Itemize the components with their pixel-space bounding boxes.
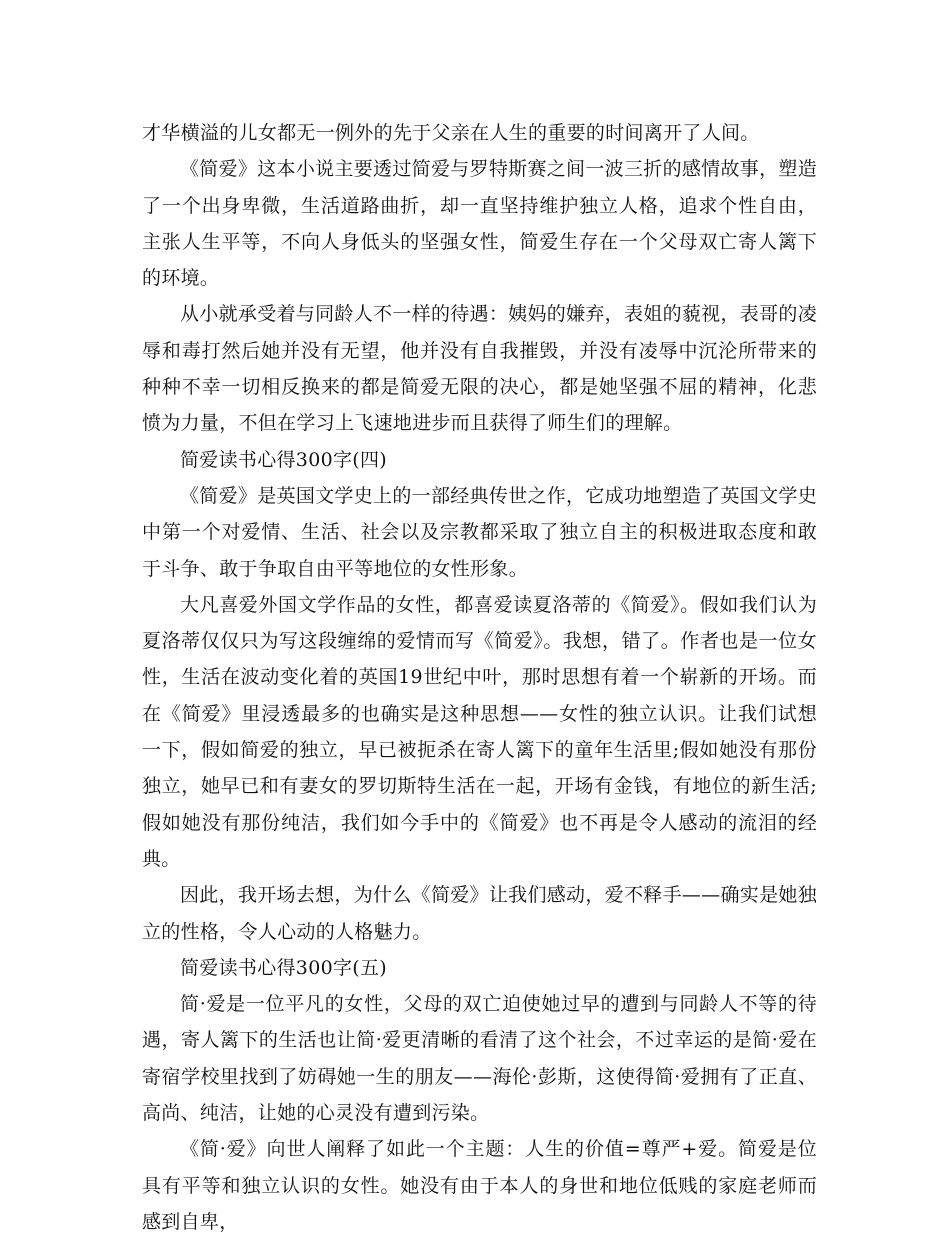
paragraph: 从小就承受着与同龄人不一样的待遇：姨妈的嫌弃，表姐的藐视，表哥的凌辱和毒打然后她并没有无望，他并没有自我摧毁，并没有凌辱中沉沦所带来的种种不幸一切相反换来的都是简爱无限的决心，都是她坚强不屈的精神，化悲愤为力量，不但在学习上飞速地进步而且获得了师生们的理解。: [142, 303, 817, 435]
section-heading: 简爱读书心得300字(四): [180, 448, 387, 471]
paragraph-continuation: 才华横溢的儿女都无一例外的先于父亲在人生的重要的时间离开了人间。: [142, 122, 760, 144]
paragraph: 《简爱》是英国文学史上的一部经典传世之作，它成功地塑造了英国文学史中第一个对爱情、生活、社会以及宗教都采取了独立自主的积极进取态度和敢于斗争、敢于争取自由平等地位的女性形象。: [142, 484, 817, 580]
paragraph: 《简爱》这本小说主要透过简爱与罗特斯赛之间一波三折的感情故事，塑造了一个出身卑微，生活道路曲折，却一直坚持维护独立人格，追求个性自由，主张人生平等，不向人身低头的坚强女性，简爱生存在一个父母双亡寄人篱下的环境。: [142, 158, 817, 290]
document-body: [142, 115, 817, 1240]
paragraph: 《简·爱》向世人阐释了如此一个主题：人生的价值=尊严+爱。简爱是位具有平等和独立认识的女性。她没有由于本人的身世和地位低贱的家庭老师而感到自卑，: [142, 1138, 817, 1233]
section-heading: 简爱读书心得300字(五): [180, 956, 387, 979]
paragraph: 大凡喜爱外国文学作品的女性，都喜爱读夏洛蒂的《简爱》。假如我们认为夏洛蒂仅仅只为写这段缠绵的爱情而写《简爱》。我想，错了。作者也是一位女性，生活在波动变化着的英国19世纪中叶，那时思想有着一个崭新的开场。而在《简爱》里浸透最多的也确实是这种思想——女性的独立认识。让我们试想一下，假如简爱的独立，早已被扼杀在寄人篱下的童年生活里;假如她没有那份独立，她早已和有妻女的罗切斯特生活在一起，开场有金钱，有地位的新生活;假如她没有那份纯洁，我们如今手中的《简爱》也不再是令人感动的流泪的经典。: [142, 593, 817, 870]
paragraph: 简·爱是一位平凡的女性，父母的双亡迫使她过早的遭到与同龄人不等的待遇，寄人篱下的生活也让简·爱更清晰的看清了这个社会，不过幸运的是简·爱在寄宿学校里找到了妨碍她一生的朋友——海伦·彭斯，这使得简·爱拥有了正直、高尚、纯洁，让她的心灵没有遭到污染。: [142, 993, 817, 1125]
paragraph: 因此，我开场去想，为什么《简爱》让我们感动，爱不释手——确实是她独立的性格，令人心动的人格魅力。: [142, 884, 817, 943]
